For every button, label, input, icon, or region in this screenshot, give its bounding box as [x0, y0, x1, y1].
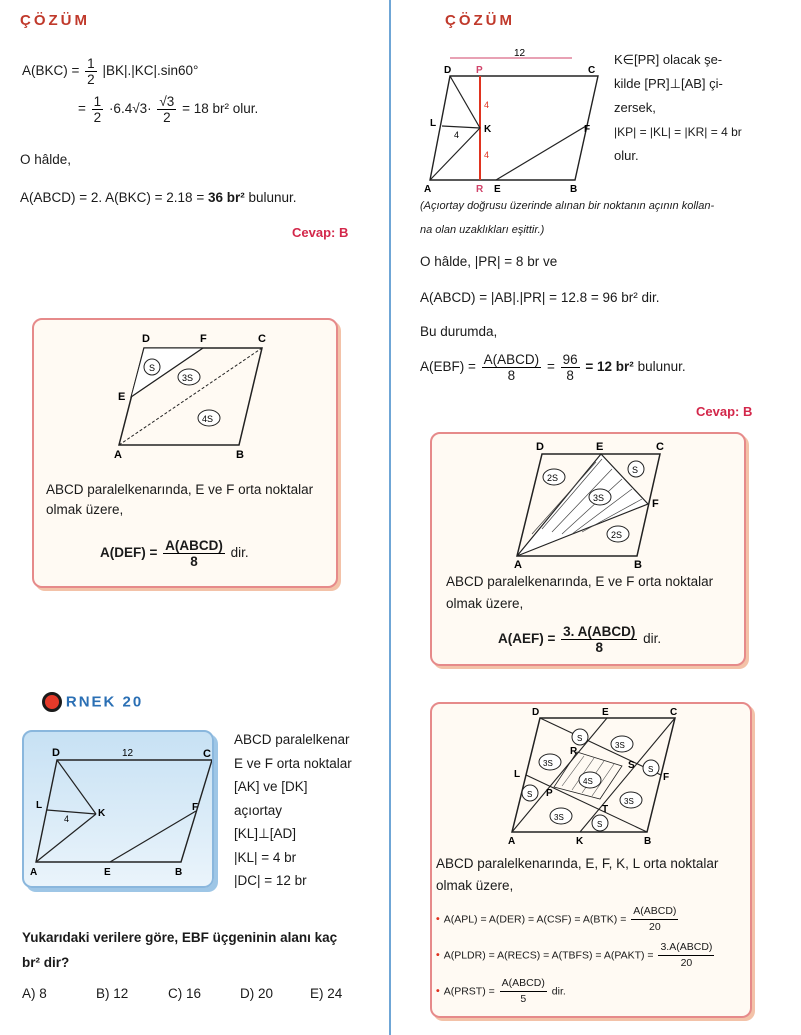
svg-text:S: S — [632, 465, 639, 475]
svg-text:K: K — [98, 808, 106, 819]
box3-formula1: • A(APL) = A(DER) = A(CSF) = A(BTK) = $\frac{\text{A(ABCD)}}{20}$ — [436, 905, 677, 933]
eq1-frac: $\frac{1}{2}$ — [87, 56, 95, 87]
svg-text:F: F — [584, 124, 591, 135]
svg-text:4S: 4S — [583, 777, 593, 786]
info-box-prst — [430, 702, 752, 1018]
svg-text:P: P — [546, 788, 553, 799]
svg-text:B: B — [634, 559, 642, 569]
svg-text:F: F — [200, 333, 207, 345]
ornek-o-icon — [42, 692, 62, 712]
svg-text:D: D — [52, 747, 60, 759]
svg-text:K: K — [484, 124, 492, 135]
svg-text:3S: 3S — [182, 373, 194, 383]
svg-text:4: 4 — [64, 814, 70, 824]
eq1-lhs: A(BKC) = — [22, 63, 80, 79]
note-line2: na olan uzaklıkları eşittir.) — [420, 224, 545, 236]
svg-text:A: A — [424, 184, 432, 195]
svg-text:B: B — [236, 449, 244, 461]
option-d[interactable]: D) 20 — [240, 986, 274, 1001]
svg-text:3S: 3S — [615, 741, 625, 750]
parallelogram-def-figure — [34, 320, 334, 470]
svg-text:4: 4 — [484, 100, 490, 110]
box3-formula3: • A(PRST) = $\frac{\text{A(ABCD)}}{5}$ dir. — [436, 977, 566, 1005]
solution-side-text: K∈[PR] olacak şe- kilde [PR]⊥[AB] çi- zersek, |KP| = |KL| = |KR| = 4 br olur. — [614, 52, 742, 163]
ornek-givens: ABCD paralelkenar E ve F orta noktalar [AK] ve [DK] açıortay [KL]⊥[AD] |KL| = 4 br |DC| = 12 br — [234, 732, 352, 888]
svg-text:F: F — [192, 802, 199, 813]
svg-text:2S: 2S — [547, 473, 559, 483]
svg-text:B: B — [644, 836, 652, 847]
eq2-frac: $\frac{1}{2}$ — [93, 94, 102, 125]
eq3: A(ABCD) = 2. A(BKC) = 2.18 = 36 br² bulunur. — [20, 190, 297, 205]
box1-text2: olmak üzere, — [46, 502, 124, 517]
svg-text:F: F — [652, 498, 659, 510]
svg-text:R: R — [476, 184, 484, 195]
option-e[interactable]: E) 24 — [310, 986, 343, 1001]
option-a[interactable]: A) 8 — [22, 986, 47, 1001]
svg-text:3S: 3S — [624, 797, 634, 806]
svg-text:C: C — [588, 65, 596, 76]
box3-text2: olmak üzere, — [436, 878, 514, 893]
box1-text1: ABCD paralelkenarında, E ve F orta noktalar — [46, 482, 314, 497]
svg-text:4: 4 — [484, 150, 490, 160]
svg-text:A: A — [114, 449, 122, 461]
box2-formula: A(AEF) = $\frac{\text{3. A(ABCD)}}{8}$ dir. — [498, 624, 662, 655]
svg-text:3S: 3S — [543, 759, 553, 768]
svg-text:E: E — [494, 184, 501, 195]
ornek-figure-box — [22, 730, 214, 888]
svg-text:L: L — [514, 769, 521, 780]
svg-text:S: S — [527, 790, 533, 799]
column-divider — [389, 0, 391, 1035]
svg-text:S: S — [628, 760, 635, 771]
svg-text:B: B — [570, 184, 578, 195]
svg-text:C: C — [258, 333, 266, 345]
svg-text:S: S — [149, 363, 156, 373]
svg-text:E: E — [602, 707, 609, 718]
eq1-rhs: |BK|.|KC|.sin60° — [102, 63, 199, 79]
final-equation: A(EBF) = $\frac{\text{A(ABCD)}}{8}$ = $\frac{96}{8}$ = 12 br² bulunur. — [420, 352, 686, 383]
svg-text:L: L — [36, 800, 43, 811]
info-box-def — [32, 318, 338, 588]
eq1 — [22, 56, 198, 87]
right-header: ÇÖZÜM — [445, 12, 515, 29]
svg-text:T: T — [602, 804, 609, 815]
svg-text:12: 12 — [122, 748, 134, 759]
parallelogram-prst-figure — [432, 704, 748, 849]
eq2-frac2: $\frac{√3}{2}$ — [159, 94, 175, 125]
svg-text:P: P — [476, 65, 483, 76]
cevap-right: Cevap: B — [696, 404, 753, 419]
eq2: = $\frac{1}{2}$ ·6.4√3· $\frac{√3}{2}$ = 18 br² olur. — [78, 94, 259, 125]
svg-text:C: C — [670, 707, 678, 718]
box3-text1: ABCD paralelkenarında, E, F, K, L orta noktalar — [436, 856, 719, 871]
svg-text:A: A — [30, 867, 38, 878]
label-D: D — [142, 333, 150, 345]
svg-text:4S: 4S — [202, 414, 214, 424]
svg-text:L: L — [430, 118, 437, 129]
svg-text:R: R — [570, 746, 578, 757]
box3-formula2: • A(PLDR) = A(RECS) = A(TBFS) = A(PAKT) = $\frac{\text{3.A(ABCD)}}{20}$ — [436, 941, 713, 969]
svg-text:4: 4 — [454, 130, 460, 140]
svg-text:E: E — [104, 867, 111, 878]
cevap-left: Cevap: B — [292, 225, 349, 240]
svg-text:E: E — [118, 391, 126, 403]
svg-text:E: E — [596, 441, 604, 453]
box2-text2: olmak üzere, — [446, 596, 524, 611]
svg-text:A: A — [508, 836, 516, 847]
solution-figure — [418, 46, 608, 196]
box1-formula: A(DEF) = $\frac{\text{A(ABCD)}}{8}$ dir. — [100, 538, 249, 569]
svg-text:S: S — [597, 820, 603, 829]
note-line1: (Açıortay doğrusu üzerinde alınan bir noktanın açının kollan- — [420, 200, 715, 212]
option-b[interactable]: B) 12 — [96, 986, 129, 1001]
svg-text:B: B — [175, 867, 183, 878]
parallelogram-aef-figure — [432, 434, 742, 569]
svg-text:3S: 3S — [593, 493, 605, 503]
svg-text:D: D — [536, 441, 544, 453]
svg-text:3S: 3S — [554, 813, 564, 822]
svg-text:D: D — [444, 65, 452, 76]
svg-text:12: 12 — [514, 48, 526, 59]
info-box-aef — [430, 432, 746, 666]
ohalde-right: O hâlde, |PR| = 8 br ve — [420, 254, 558, 269]
svg-text:S: S — [648, 765, 654, 774]
svg-text:F: F — [663, 772, 670, 783]
box2-text1: ABCD paralelkenarında, E ve F orta noktalar — [446, 574, 714, 589]
svg-text:K: K — [576, 836, 584, 847]
ornek-parallelogram-figure — [24, 732, 212, 886]
svg-text:C: C — [203, 748, 211, 760]
svg-text:D: D — [532, 707, 540, 718]
ornek-20-title: RNEK 20 — [42, 692, 143, 712]
svg-text:A: A — [514, 559, 522, 569]
left-header: ÇÖZÜM — [20, 12, 90, 29]
option-c[interactable]: C) 16 — [168, 986, 202, 1001]
svg-text:C: C — [656, 441, 664, 453]
area-abcd: A(ABCD) = |AB|.|PR| = 12.8 = 96 br² dir. — [420, 290, 660, 305]
bu-durumda: Bu durumda, — [420, 324, 498, 339]
svg-text:2S: 2S — [611, 530, 623, 540]
svg-text:S: S — [577, 734, 583, 743]
ohalde-left: O hâlde, — [20, 152, 72, 167]
question-text: Yukarıdaki verilere göre, EBF üçgeninin alanı kaç — [22, 930, 338, 945]
question-text2: br² dir? — [22, 955, 70, 970]
